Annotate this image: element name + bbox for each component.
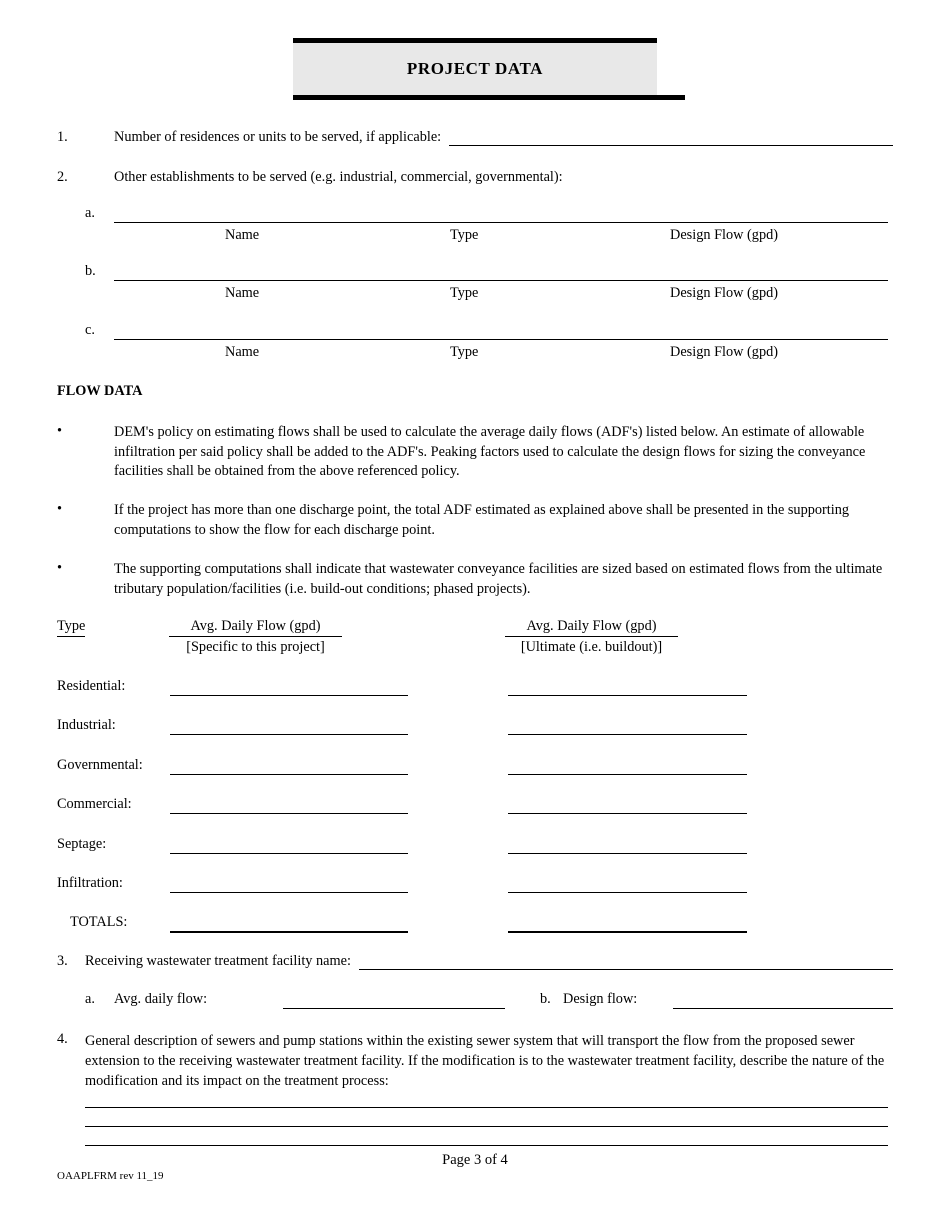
flow-commercial-ultimate-field[interactable] — [508, 796, 747, 814]
flow-governmental-ultimate-field[interactable] — [508, 757, 747, 775]
flow-data-bullet-3 — [57, 560, 893, 599]
establishment-c-letter: c. — [85, 322, 95, 338]
establishment-row-b — [57, 263, 893, 280]
question-3-subrow — [57, 990, 893, 1008]
question-2-label: Other establishments to be served (e.g. industrial, commercial, governmental): — [114, 169, 563, 185]
flow-row-residential — [57, 678, 893, 695]
project-data-header — [293, 38, 685, 100]
establishment-a-column-labels — [57, 227, 893, 243]
flow-row-label: Septage: — [57, 836, 107, 852]
flow-table-header — [57, 618, 893, 637]
flow-septage-specific-field[interactable] — [170, 836, 408, 854]
flow-totals-specific-field[interactable] — [170, 914, 408, 933]
avg-daily-flow-field[interactable] — [283, 990, 505, 1009]
bullet-icon: • — [57, 501, 63, 517]
bullet-icon: • — [57, 423, 63, 439]
column-label-name: Name — [225, 285, 260, 301]
flow-table-col2-header: Avg. Daily Flow (gpd) — [505, 618, 678, 637]
flow-commercial-specific-field[interactable] — [170, 796, 408, 814]
bullet-icon: • — [57, 560, 63, 576]
column-label-name: Name — [225, 227, 260, 243]
facility-name-field[interactable] — [359, 952, 893, 970]
flow-row-septage — [57, 836, 893, 853]
flow-data-bullet-3-text: The supporting computations shall indicate that wastewater conveyance facilities are sized based on estimated flows from the ultimate tributary population/facilities (i.e. build-out conditions; phased projects). — [114, 561, 883, 597]
establishment-b-letter: b. — [85, 263, 96, 279]
column-label-type: Type — [450, 285, 479, 301]
flow-data-bullet-1 — [57, 423, 893, 482]
column-label-name: Name — [225, 344, 260, 360]
flow-row-label: Commercial: — [57, 796, 132, 812]
flow-industrial-ultimate-field[interactable] — [508, 717, 747, 735]
form-revision-ref: OAAPLFRM rev 11_19 — [57, 1170, 164, 1182]
design-flow-label: Design flow: — [563, 991, 638, 1007]
flow-table-subheaders — [57, 639, 893, 656]
flow-table-type-header: Type — [57, 618, 85, 637]
question-3-number: 3. — [57, 953, 68, 969]
flow-data-heading: FLOW DATA — [57, 383, 143, 399]
establishment-c-column-labels — [57, 344, 893, 360]
sub-a-letter: a. — [85, 991, 95, 1007]
flow-row-label: Residential: — [57, 678, 126, 694]
avg-daily-flow-label: Avg. daily flow: — [114, 991, 208, 1007]
column-label-design-flow: Design Flow (gpd) — [670, 227, 779, 243]
establishment-b-field[interactable] — [114, 263, 888, 281]
question-4-answer-line-3[interactable] — [85, 1145, 888, 1146]
flow-row-governmental — [57, 757, 893, 774]
establishment-a-field[interactable] — [114, 205, 888, 223]
flow-governmental-specific-field[interactable] — [170, 757, 408, 775]
flow-industrial-specific-field[interactable] — [170, 717, 408, 735]
question-1-answer-field[interactable] — [449, 128, 893, 146]
question-3 — [57, 951, 893, 970]
page-number: Page 3 of 4 — [442, 1152, 508, 1168]
question-4-answer-line-1[interactable] — [85, 1107, 888, 1108]
column-label-type: Type — [450, 227, 479, 243]
page-title: PROJECT DATA — [406, 59, 544, 78]
establishment-row-c — [57, 322, 893, 339]
flow-totals-ultimate-field[interactable] — [508, 914, 747, 933]
question-4-number: 4. — [57, 1031, 68, 1047]
column-label-design-flow: Design Flow (gpd) — [670, 344, 779, 360]
establishment-a-letter: a. — [85, 205, 95, 221]
flow-infiltration-specific-field[interactable] — [170, 875, 408, 893]
flow-row-commercial — [57, 796, 893, 813]
question-1 — [57, 127, 893, 146]
flow-data-bullet-2-text: If the project has more than one discharge point, the total ADF estimated as explained above shall be presented in the supporting computations to show the flow for each discharge point. — [114, 502, 850, 538]
header-bottom-rule — [293, 95, 685, 100]
flow-row-industrial — [57, 717, 893, 734]
flow-residential-specific-field[interactable] — [170, 678, 408, 696]
flow-table-col1-header: Avg. Daily Flow (gpd) — [169, 618, 342, 637]
flow-table-col2-subheader: [Ultimate (i.e. buildout)] — [520, 639, 663, 655]
design-flow-field[interactable] — [673, 990, 893, 1009]
question-4-answer-line-2[interactable] — [85, 1126, 888, 1127]
flow-row-totals — [57, 914, 893, 931]
flow-row-label: Infiltration: — [57, 875, 123, 891]
column-label-type: Type — [450, 344, 479, 360]
question-4-label: General description of sewers and pump stations within the existing sewer system that will transport the flow from the proposed sewer extension to the receiving wastewater treatment facility. If the modification is to the wastewater treatment facility, describe the nature of the modification and its impact on the treatment process: — [85, 1033, 885, 1089]
question-3-label: Receiving wastewater treatment facility name: — [85, 953, 351, 969]
flow-row-label: Industrial: — [57, 717, 116, 733]
establishment-b-column-labels — [57, 285, 893, 301]
flow-residential-ultimate-field[interactable] — [508, 678, 747, 696]
question-2-number: 2. — [57, 169, 68, 185]
flow-data-bullet-2 — [57, 501, 893, 540]
question-2 — [57, 167, 893, 186]
flow-row-label: Governmental: — [57, 757, 143, 773]
header-gray-box — [293, 43, 657, 95]
establishment-c-field[interactable] — [114, 322, 888, 340]
question-1-label: Number of residences or units to be served, if applicable: — [114, 129, 442, 145]
sub-b-letter: b. — [540, 991, 551, 1007]
flow-septage-ultimate-field[interactable] — [508, 836, 747, 854]
flow-infiltration-ultimate-field[interactable] — [508, 875, 747, 893]
flow-table-col1-subheader: [Specific to this project] — [186, 639, 325, 655]
flow-row-infiltration — [57, 875, 893, 892]
question-1-number: 1. — [57, 129, 68, 145]
question-4 — [57, 1031, 893, 1091]
flow-data-bullet-1-text: DEM's policy on estimating flows shall be used to calculate the average daily flows (ADF's) listed below. An estimate of allowable infiltration per said policy shall be added to the ADF's. Peaking factors used to calculate the design flows for sizing the conveyance facilities shall be obtained from the above referenced policy. — [114, 424, 866, 479]
column-label-design-flow: Design Flow (gpd) — [670, 285, 779, 301]
flow-totals-label: TOTALS: — [70, 914, 128, 930]
establishment-row-a — [57, 205, 893, 222]
